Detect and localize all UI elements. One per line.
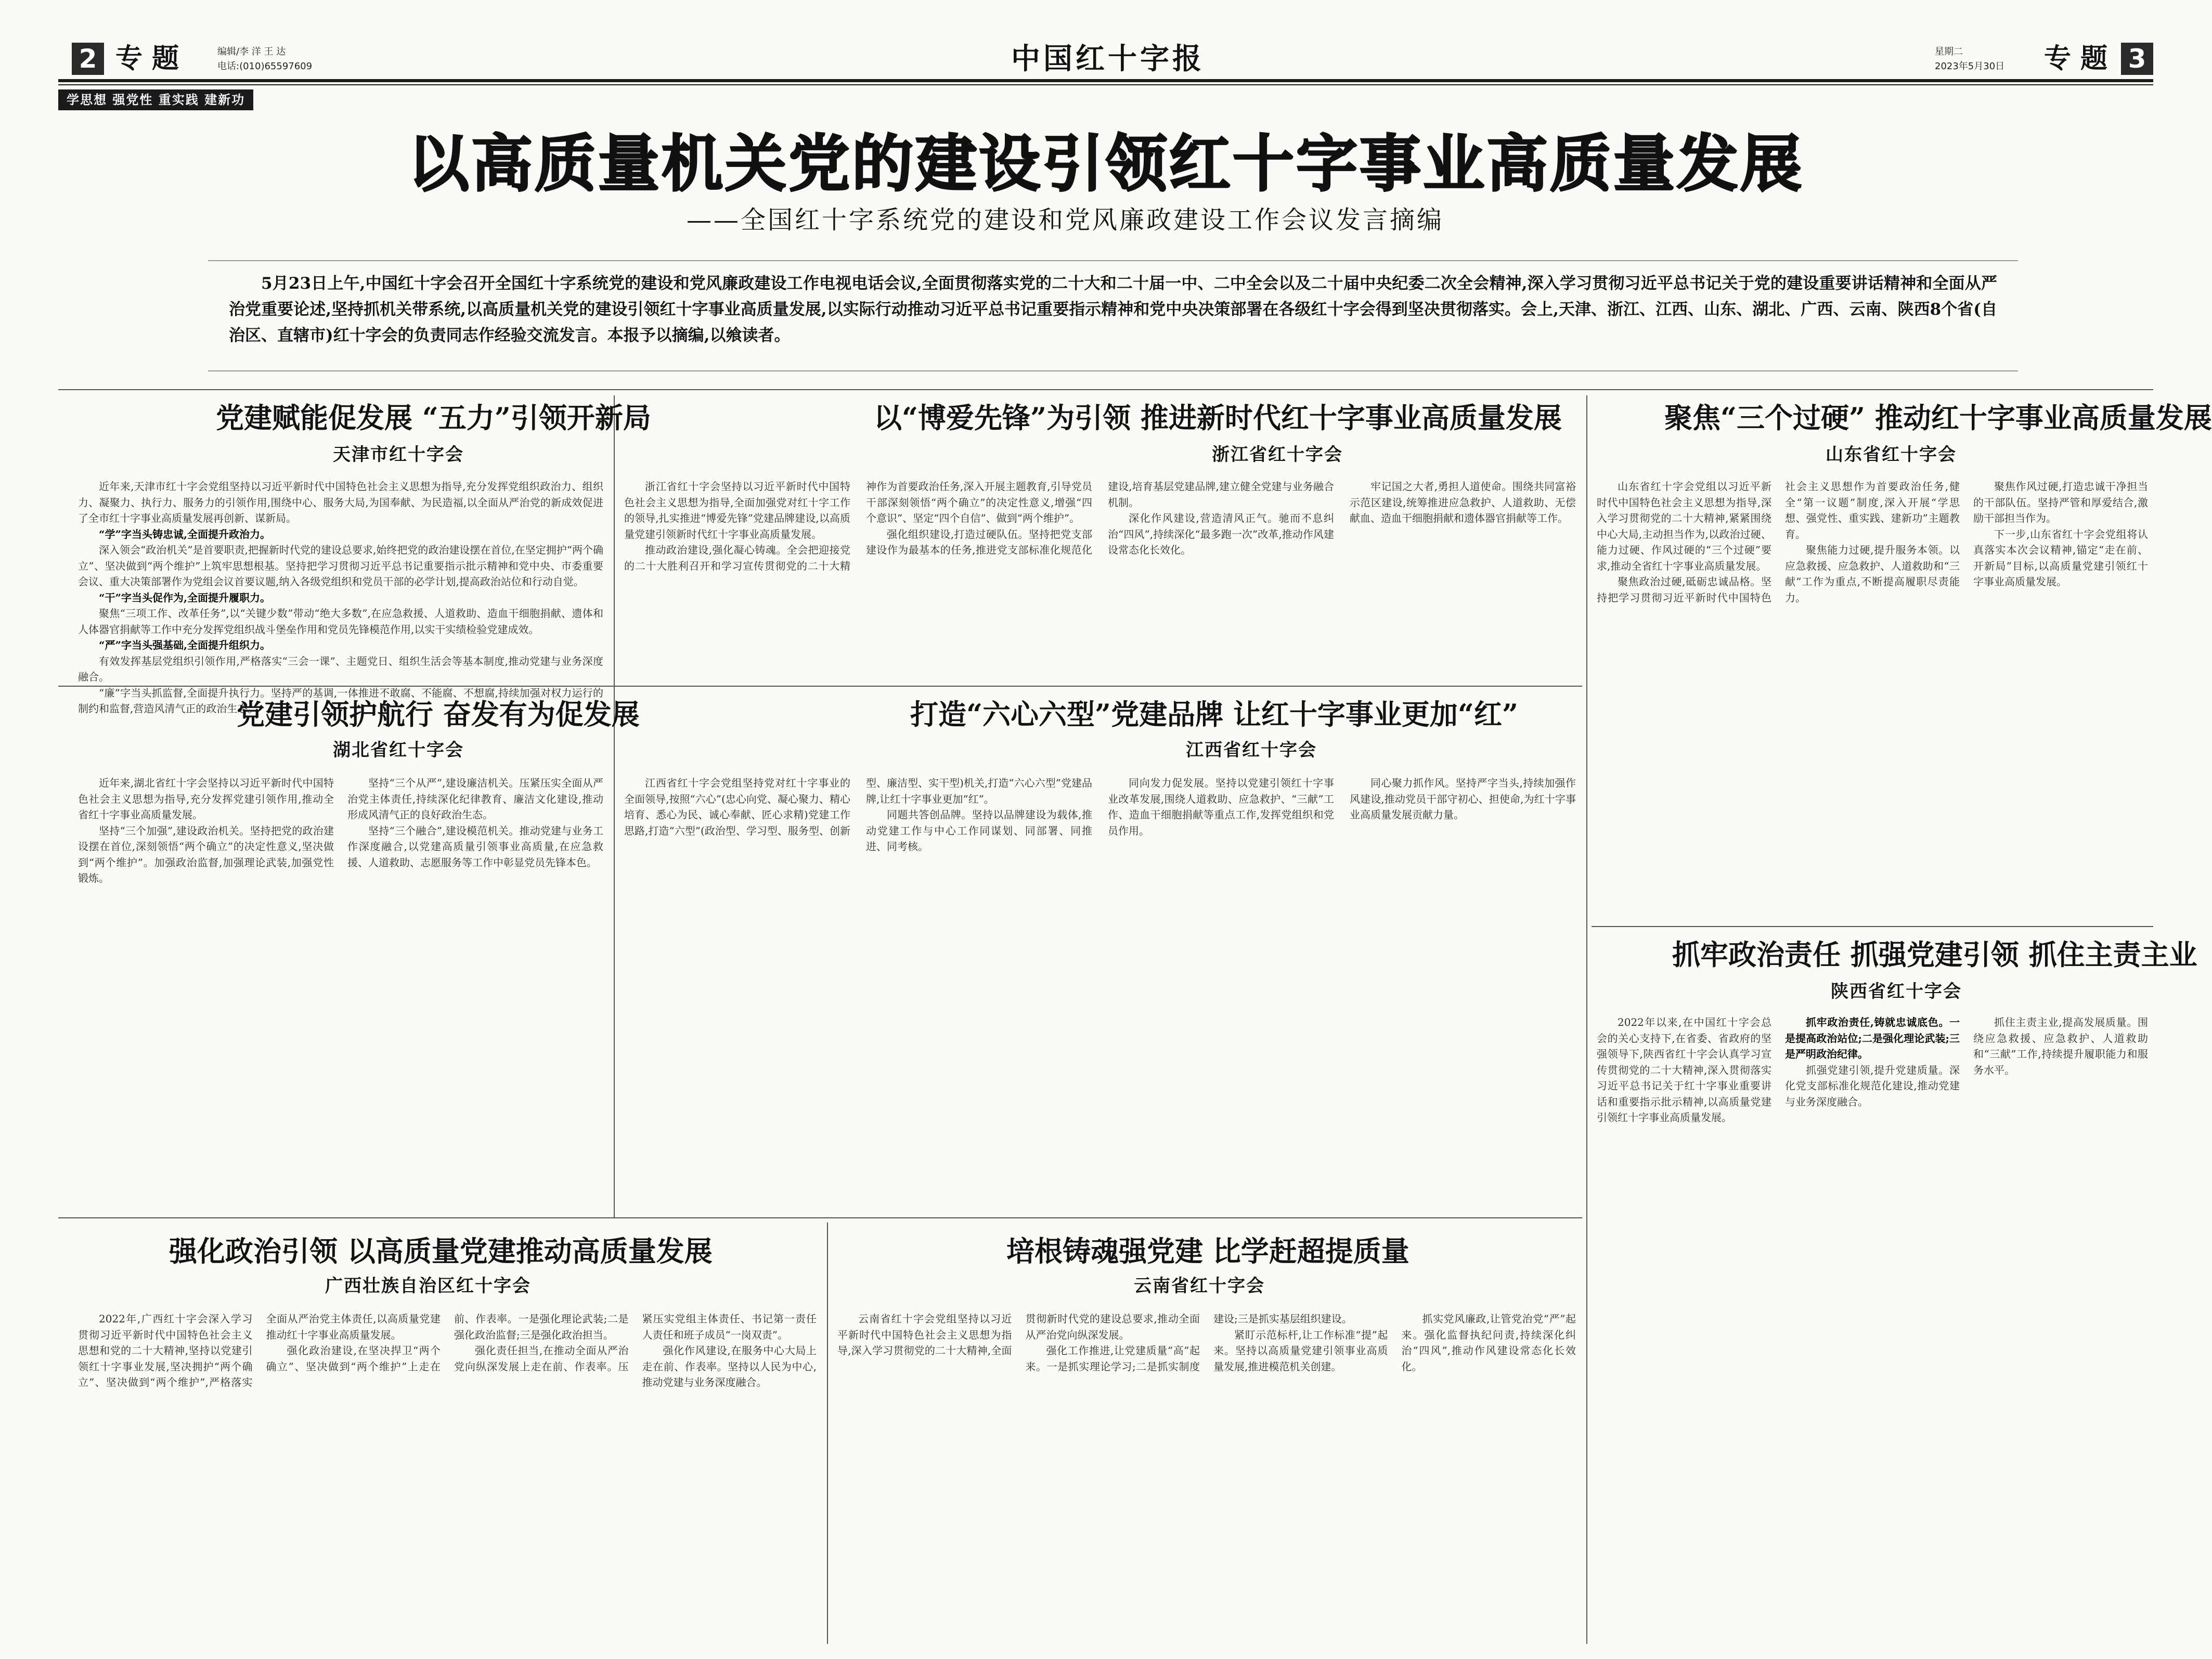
paragraph: 江西省红十字会党组坚持党对红十字事业的全面领导,按照“六心”(忠心向党、凝心聚力、精心培育、悉心为民、诚心奉献、匠心求精)党建工作思路,打造“六型”(政治型、学习型、服务型、创新型、廉洁型、实干型)机关,打造“六心六型”党建品牌,让红十字事业更加“红”。 (624, 777, 1092, 837)
paragraph: 强化责任担当,在推动全面从严治党向纵深发展上走在前、作表率。压紧压实党组主体责任、书记第一责任人责任和班子成员“一岗双责”。 (454, 1313, 817, 1373)
article-title-guangxi: 强化政治引领 以高质量党建推动高质量发展 (169, 1234, 713, 1268)
left-page-number: 2 (72, 43, 104, 75)
article-body-shaanxi (1597, 1014, 2148, 1639)
paragraph: 强化作风建设,在服务中心大局上走在前、作表率。坚持以人民为中心,推动党建与业务深度融合。 (642, 1344, 817, 1388)
paragraph: 推动政治建设,强化凝心铸魂。全会把迎接党的二十大胜利召开和学习宣传贯彻党的二十大精神作为首要政治任务,深入开展主题教育,引导党员干部深刻领悟“两个确立”的决定性意义,增强“四个意识”、坚定“四个自信”、做到“两个维护”。 (624, 480, 1092, 572)
article-body-shandong (1597, 479, 2148, 916)
paragraph: 坚持“三个从严”,建设廉洁机关。压紧压实全面从严治党主体责任,持续深化纪律教育、廉洁文化建设,推动形成风清气正的良好政治生态。 (347, 777, 603, 821)
paragraph: 有效发挥基层党组织引领作用,严格落实“三会一课”、主题党日、组织生活会等基本制度,推动党建与业务深度融合。 (78, 654, 603, 683)
divider-right (1592, 926, 2153, 927)
article-org-yunnan: 云南省红十字会 (1134, 1276, 1265, 1296)
article-title-shandong: 聚焦“三个过硬” 推动红十字事业高质量发展 (1664, 401, 2212, 434)
right-section-name: 专题 (2044, 43, 2117, 74)
article-title-shaanxi: 抓牢政治责任 抓强党建引领 抓住主责主业 (1672, 938, 2197, 971)
paragraph: 山东省红十字会党组以习近平新时代中国特色社会主义思想为指导,深入学习贯彻党的二十大精神,紧紧围绕中心大局,主动担当作为,以政治过硬、能力过硬、作风过硬的“三个过硬”要求,推动全省红十字事业高质量发展。 (1597, 480, 1771, 572)
editor-line: 编辑/李 洋 王 达 (217, 46, 286, 57)
article-title-yunnan: 培根铸魂强党建 比学赶超提质量 (1006, 1234, 1409, 1268)
article-org-zhejiang: 浙江省红十字会 (1212, 444, 1343, 465)
paragraph: 强化工作推进,让党建质量“高”起来。一是抓实理论学习;二是抓实制度建设;三是抓实基层组织建设。 (1025, 1313, 1352, 1373)
paragraph: 强化组织建设,打造过硬队伍。坚持把党支部建设作为最基本的任务,推进党支部标准化规范化建设,培育基层党建品牌,建立健全党建与业务融合机制。 (866, 480, 1334, 556)
paragraph: 抓强党建引领,提升党建质量。深化党支部标准化规范化建设,推动党建与业务深度融合。 (1785, 1063, 1960, 1108)
masthead-rule-thin (58, 84, 2153, 85)
article-org-shaanxi: 陕西省红十字会 (1831, 981, 1962, 1002)
paragraph: “严”字当头强基础,全面提升组织力。 (99, 639, 270, 651)
article-title-hubei: 党建引领护航行 奋发有为促发展 (237, 698, 640, 731)
paragraph: 同题共答创品牌。坚持以品牌建设为载体,推动党建工作与中心工作同谋划、同部署、同推进、同考核。 (866, 808, 1092, 853)
divider-top (58, 389, 2153, 390)
page-subheadline: ——全国红十字系统党的建设和党风廉政建设工作会议发言摘编 (687, 205, 1444, 235)
paragraph: “干”字当头促作为,全面提升履职力。 (99, 591, 270, 604)
paragraph: 2022年以来,在中国红十字会总会的关心支持下,在省委、省政府的坚强领导下,陕西省红十字会认真学习宣传贯彻党的二十大精神,深入贯彻落实习近平总书记关于红十字事业重要讲话和重要指示批示精神,以高质量党建引领红十字事业高质量发展。 (1597, 1016, 1771, 1124)
topic-tag: 学思想 强党性 重实践 建新功 (58, 89, 253, 110)
article-title-jiangxi: 打造“六心六型”党建品牌 让红十字事业更加“红” (910, 698, 1519, 731)
paragraph: 云南省红十字会党组坚持以习近平新时代中国特色社会主义思想为指导,深入学习贯彻党的二十大精神,全面贯彻新时代党的建设总要求,推动全面从严治党向纵深发展。 (837, 1313, 1200, 1357)
weekday: 星期二 (1935, 46, 1963, 57)
left-section-name: 专题 (115, 43, 189, 74)
article-org-guangxi: 广西壮族自治区红十字会 (325, 1276, 531, 1296)
column-divider-3 (827, 1223, 828, 1644)
divider-row3 (58, 1217, 1582, 1218)
paragraph: “学”字当头铸忠诚,全面提升政治力。 (99, 528, 270, 541)
column-divider-2 (1586, 395, 1587, 1644)
article-title-zhejiang: 以“博爱先锋”为引领 推进新时代红十字事业高质量发展 (874, 401, 1562, 434)
page-headline: 以高质量机关党的建设引领红十字事业高质量发展 (407, 128, 1804, 200)
paragraph: 紧盯示范标杆,让工作标准“提”起来。坚持以高质量党建引领事业高质量发展,推进模范机关创建。 (1213, 1328, 1388, 1373)
article-body-tianjin (78, 479, 603, 715)
article-org-hubei: 湖北省红十字会 (333, 740, 464, 761)
paragraph: 同心聚力抓作风。坚持严字当头,持续加强作风建设,推动党员干部守初心、担使命,为红十字事业高质量发展贡献力量。 (1350, 777, 1576, 821)
paragraph: 聚焦“三项工作、改革任务”,以“关键少数”带动“绝大多数”,在应急救援、人道救助、造血干细胞捐献、遗体和人体器官捐献等工作中充分发挥党组织战斗堡垒作用和党员先锋模范作用,以实干实绩检验党建成效。 (78, 607, 603, 636)
article-title-tianjin: 党建赋能促发展 “五力”引领开新局 (216, 401, 651, 434)
article-body-zhejiang (624, 479, 1576, 681)
paragraph: 近年来,湖北省红十字会坚持以习近平新时代中国特色社会主义思想为指导,充分发挥党建引领作用,推动全省红十字事业高质量发展。 (78, 777, 334, 821)
paragraph: 抓住主责主业,提高发展质量。围绕应急救援、应急救护、人道救助和“三献”工作,持续提升履职能力和服务水平。 (1973, 1016, 2148, 1076)
paragraph: 深入领会“政治机关”是首要职责,把握新时代党的建设总要求,始终把党的政治建设摆在首位,在坚定拥护“两个确立”、坚决做到“两个维护”上筑牢思想根基。坚持把学习贯彻习近平总书记重要指示批示精神和党中央、市委重要会议、重大决策部署作为党组会议首要议题,纳入各级党组织和党员干部的必学计划,提高政治站位和行动自觉。 (78, 544, 603, 588)
newspaper-logo: 中国红十字报 (1011, 42, 1205, 76)
article-body-hubei (78, 775, 603, 1212)
paragraph: 聚焦能力过硬,提升服务本领。以应急救援、应急救护、人道救助和“三献”工作为重点,不断提高履职尽责能力。 (1785, 544, 1960, 604)
paragraph: 下一步,山东省红十字会党组将认真落实本次会议精神,锚定“走在前、开新局”目标,以高质量党建引领红十字事业高质量发展。 (1973, 528, 2148, 588)
paragraph: 抓牢政治责任,铸就忠诚底色。一是提高政治站位;二是强化理论武装;三是严明政治纪律。 (1785, 1016, 1960, 1060)
right-page-number: 3 (2121, 43, 2153, 75)
paragraph: 深化作风建设,营造清风正气。驰而不息纠治“四风”,持续深化“最多跑一次”改革,推动作风建设常态化长效化。 (1108, 512, 1334, 556)
article-org-tianjin: 天津市红十字会 (333, 444, 464, 465)
paragraph: 同向发力促发展。坚持以党建引领红十字事业改革发展,围绕人道救助、应急救护、“三献”工作、造血干细胞捐献等重点工作,发挥党组织和党员作用。 (1108, 777, 1334, 837)
paragraph: 2022年,广西红十字会深入学习贯彻习近平新时代中国特色社会主义思想和党的二十大精神,坚持以党建引领红十字事业发展,坚决拥护“两个确立”、坚决做到“两个维护”,严格落实全面从严治党主体责任,以高质量党建推动红十字事业高质量发展。 (78, 1313, 441, 1388)
article-body-jiangxi (624, 775, 1576, 1212)
masthead-rule (58, 79, 2153, 82)
paragraph: 聚焦政治过硬,砥砺忠诚品格。坚持把学习贯彻习近平新时代中国特色社会主义思想作为首要政治任务,健全“第一议题”制度,深入开展“学思想、强党性、重实践、建新功”主题教育。 (1597, 480, 1960, 604)
article-body-yunnan (837, 1311, 1576, 1639)
paragraph: “廉”字当头抓监督,全面提升执行力。坚持严的基调,一体推进不敢腐、不能腐、不想腐,持续加强对权力运行的制约和监督,营造风清气正的政治生态。 (78, 686, 603, 715)
paragraph: 近年来,天津市红十字会党组坚持以习近平新时代中国特色社会主义思想为指导,充分发挥党组织政治力、组织力、凝聚力、执行力、服务力的引领作用,围绕中心、服务大局,为国奉献、为民造福,以全面从严治党的新成效促进了全市红十字事业高质量发展再创新、谋新局。 (78, 480, 603, 524)
paragraph: 牢记国之大者,勇担人道使命。围绕共同富裕示范区建设,统筹推进应急救护、人道救助、无偿献血、造血干细胞捐献和遗体器官捐献等工作。 (1350, 480, 1576, 524)
paragraph: 坚持“三个融合”,建设模范机关。推动党建与业务工作深度融合,以党建高质量引领事业高质量,在应急救援、人道救助、志愿服务等工作中彰显党员先锋本色。 (347, 824, 603, 869)
phone-line: 电话:(010)65597609 (217, 61, 313, 72)
paragraph: 聚焦作风过硬,打造忠诚干净担当的干部队伍。坚持严管和厚爱结合,激励干部担当作为。 (1973, 480, 2148, 524)
issue-date: 2023年5月30日 (1935, 61, 2005, 72)
paragraph: 强化政治建设,在坚决捍卫“两个确立”、坚决做到“两个维护”上走在前、作表率。一是强化理论武装;二是强化政治监督;三是强化政治担当。 (266, 1313, 629, 1373)
article-body-guangxi (78, 1311, 817, 1639)
paragraph: 浙江省红十字会坚持以习近平新时代中国特色社会主义思想为指导,全面加强党对红十字工作的领导,扎实推进“博爱先锋”党建品牌建设,以高质量党建引领新时代红十字事业高质量发展。 (624, 480, 850, 541)
intro-paragraph: 5月23日上午,中国红十字会召开全国红十字系统党的建设和党风廉政建设工作电视电话会议,全面贯彻落实党的二十大和二十届一中、二中全会以及二十届中央纪委二次全会精神,深入学习贯彻习近平总书记关于党的建设重要讲话精神和全面从严治党重要论述,坚持抓机关带系统,以高质量机关党的建设引领红十字事业高质量发展,以实际行动推动习近平总书记重要指示精神和党中央决策部署在各级红十字会得到坚决贯彻落实。会上,天津、浙江、江西、山东、湖北、广西、云南、陕西8个省(自治区、直辖市)红十字会的负责同志作经验交流发言。本报予以摘编,以飨读者。 (229, 274, 1997, 345)
column-divider-1 (614, 395, 615, 1217)
paragraph: 抓实党风廉政,让管党治党“严”起来。强化监督执纪问责,持续深化纠治“四风”,推动作风建设常态化长效化。 (1401, 1313, 1576, 1373)
article-org-jiangxi: 江西省红十字会 (1186, 740, 1317, 761)
article-org-shandong: 山东省红十字会 (1826, 444, 1957, 465)
paragraph: 坚持“三个加强”,建设政治机关。坚持把党的政治建设摆在首位,深刻领悟“两个确立”的决定性意义,坚决做到“两个维护”。加强政治监督,加强理论武装,加强党性锻炼。 (78, 824, 334, 884)
